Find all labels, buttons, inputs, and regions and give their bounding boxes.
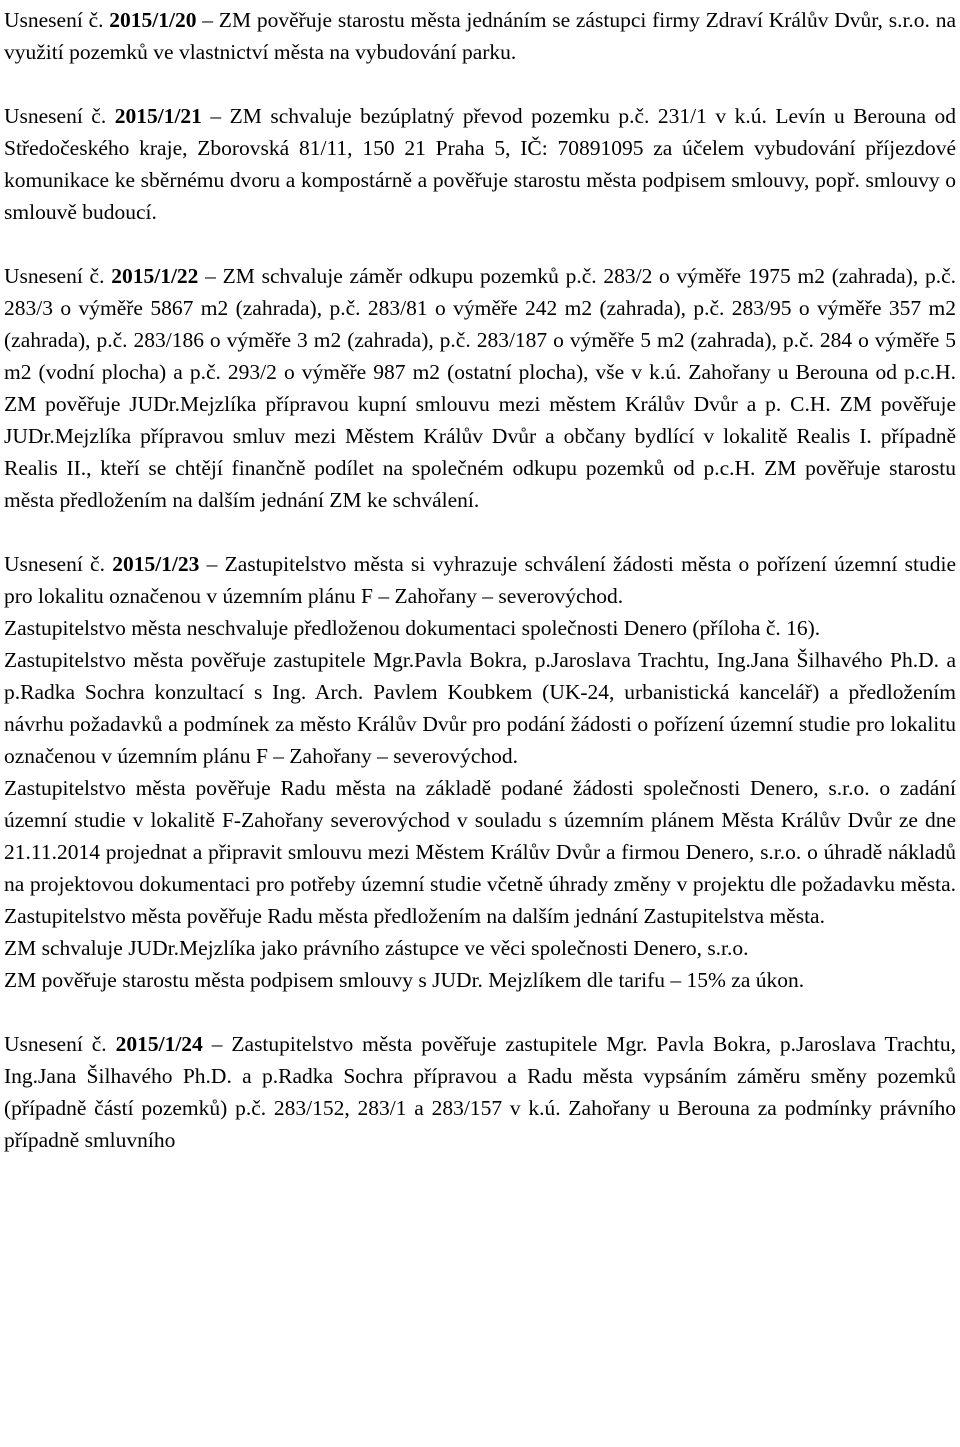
resolution-text: – ZM pověřuje starostu města jednáním se zástupci firmy Zdraví Králův Dvůr, s.r.o. na využití pozemků ve vlastnictví města na vybudování parku.: [4, 8, 956, 64]
paragraph-gap: [4, 996, 956, 1028]
resolution-2015-1-20: [4, 4, 956, 68]
resolution-2015-1-22: [4, 260, 956, 516]
resolution-2015-1-23-paragraph: Zastupitelstvo města neschvaluje předloženou dokumentaci společnosti Denero (příloha č. 16).: [4, 616, 821, 640]
resolution-label: Usnesení č.: [4, 104, 107, 128]
resolution-label: Usnesení č.: [4, 552, 105, 576]
resolution-label: Usnesení č.: [4, 8, 104, 32]
resolution-number: 2015/1/23: [112, 552, 200, 576]
resolution-text: – ZM schvaluje záměr odkupu pozemků p.č. 283/2 o výměře 1975 m2 (zahrada), p.č. 283/3 o výměře 5867 m2 (zahrada), p.č. 283/81 o výměře 242 m2 (zahrada), p.č. 283/95 o výměře 357 m2 (zahrada), p.č. 283/186 o výměře 3 m2 (zahrada), p.č. 283/187 o výměře 5 m2 (zahrada), p.č. 284 o výměře 5 m2 (vodní plocha) a p.č. 293/2 o výměře 987 m2 (ostatní plocha), vše v k.ú. Zahořany u Berouna od p.c.H. ZM pověřuje JUDr.Mejzlíka přípravou kupní smlouvu mezi městem Králův Dvůr a p. C.H. ZM pověřuje JUDr.Mejzlíka přípravou smluv mezi Městem Králův Dvůr a občany bydlící v lokalitě Realis I. případně Realis II., kteří se chtějí finančně podílet na společném odkupu pozemků od p.c.H. ZM pověřuje starostu města předložením na dalším jednání ZM ke schválení.: [4, 264, 956, 512]
paragraph-gap: [4, 516, 956, 548]
resolution-2015-1-23: [4, 548, 956, 612]
resolution-number: 2015/1/22: [111, 264, 199, 288]
resolution-label: Usnesení č.: [4, 264, 105, 288]
resolution-2015-1-23-paragraph: Zastupitelstvo města pověřuje Radu města na základě podané žádosti společnosti Denero, s.r.o. o zadání územní studie v lokalitě F-Zahořany severovýchod v souladu s územním plánem Města Králův Dvůr ze dne 21.11.2014 projednat a připravit smlouvu mezi Městem Králův Dvůr a firmou Denero, s.r.o. o úhradě nákladů na projektovou dokumentaci pro potřeby územní studie včetně úhrady změny v projektu dle požadavku města. Zastupitelstvo města pověřuje Radu města předložením na dalším jednání Zastupitelstva města.: [4, 776, 956, 928]
paragraph-gap: [4, 228, 956, 260]
resolution-number: 2015/1/24: [115, 1032, 203, 1056]
resolution-number: 2015/1/21: [114, 104, 202, 128]
resolution-2015-1-23-paragraph: Zastupitelstvo města pověřuje zastupitele Mgr.Pavla Bokra, p.Jaroslava Trachtu, Ing.Jana Šilhavého Ph.D. a p.Radka Sochra konzultací s Ing. Arch. Pavlem Koubkem (UK-24, urbanistická kancelář) a předložením návrhu požadavků a podmínek za město Králův Dvůr pro podání žádosti o pořízení územní studie pro lokalitu označenou v územním plánu F – Zahořany – severovýchod.: [4, 648, 956, 768]
resolution-text: – ZM schvaluje bezúplatný převod pozemku p.č. 231/1 v k.ú. Levín u Berouna od Středočeského kraje, Zborovská 81/11, 150 21 Praha 5, IČ: 70891095 za účelem vybudování příjezdové komunikace ke sběrnému dvoru a kompostárně a pověřuje starostu města podpisem smlouvy, popř. smlouvy o smlouvě budoucí.: [4, 104, 957, 224]
resolution-label: Usnesení č.: [4, 1032, 107, 1056]
resolution-2015-1-23-paragraph: ZM schvaluje JUDr.Mejzlíka jako právního zástupce ve věci společnosti Denero, s.r.o.: [4, 936, 749, 960]
resolution-text: – Zastupitelstvo města pověřuje zastupitele Mgr. Pavla Bokra, p.Jaroslava Trachtu, Ing.Jana Šilhavého Ph.D. a p.Radka Sochra přípravou a Radu města vypsáním záměru směny pozemků (případně částí pozemků) p.č. 283/152, 283/1 a 283/157 v k.ú. Zahořany u Berouna za podmínky právního případně smluvního: [4, 1032, 956, 1152]
resolution-2015-1-21: [4, 100, 956, 228]
resolution-number: 2015/1/20: [109, 8, 197, 32]
resolution-2015-1-23-paragraph: ZM pověřuje starostu města podpisem smlouvy s JUDr. Mejzlíkem dle tarifu – 15% za úkon.: [4, 968, 805, 992]
resolution-2015-1-24: [4, 1028, 956, 1156]
resolution-text: – Zastupitelstvo města si vyhrazuje schválení žádosti města o pořízení územní studie pro lokalitu označenou v územním plánu F – Zahořany – severovýchod.: [4, 552, 956, 608]
paragraph-gap: [4, 68, 956, 100]
